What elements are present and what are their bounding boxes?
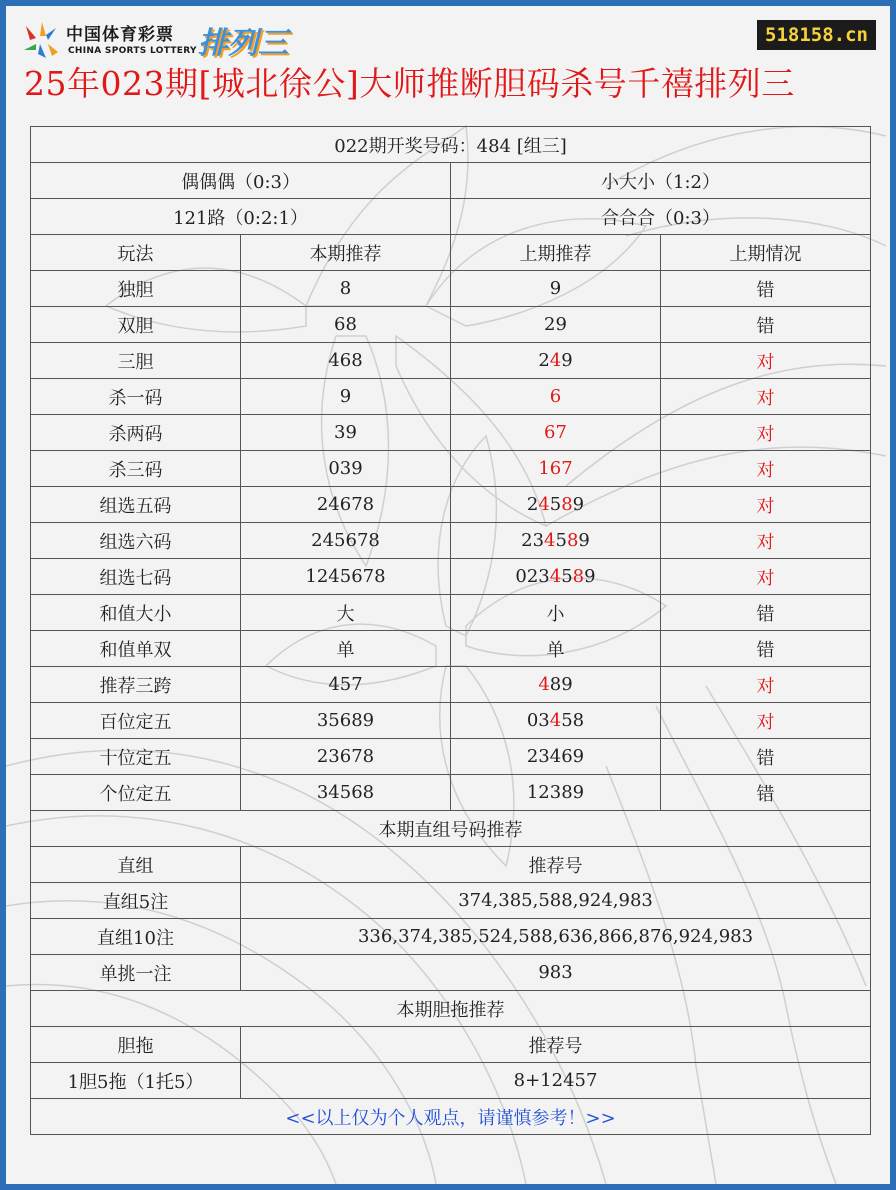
previous-pick (451, 703, 661, 739)
prediction-table (30, 126, 871, 1135)
current-pick: 039 (241, 451, 451, 487)
digits: 58 (561, 710, 585, 731)
play-name: 双胆 (31, 307, 241, 343)
previous-pick (451, 559, 661, 595)
header (6, 6, 890, 116)
current-pick: 大 (241, 595, 451, 631)
section-title: 本期直组号码推荐 (31, 811, 871, 847)
logo-chinese-name: 中国体育彩票 (66, 25, 174, 45)
recommendation-numbers: 336,374,385,524,588,636,866,876,924,983 (241, 919, 871, 955)
prime-ratio: 合合合（0:3） (451, 199, 871, 235)
current-pick: 8 (241, 271, 451, 307)
current-pick: 23678 (241, 739, 451, 775)
previous-result: 对 (661, 487, 871, 523)
hit-digits: 4 (549, 710, 562, 731)
previous-result: 对 (661, 379, 871, 415)
digits: 03 (526, 710, 550, 731)
previous-result: 对 (661, 703, 871, 739)
section-title-row (31, 811, 871, 847)
hit-digits: 4 (544, 530, 556, 551)
current-pick: 457 (241, 667, 451, 703)
section-title: 本期胆拖推荐 (31, 991, 871, 1027)
previous-pick (451, 631, 661, 667)
logo-game-name: 排列三 (198, 26, 288, 61)
digits: 2 (526, 494, 539, 515)
play-row (31, 271, 871, 307)
play-row (31, 343, 871, 379)
previous-result: 错 (661, 595, 871, 631)
column-header-previous: 上期推荐 (451, 235, 661, 271)
play-row (31, 379, 871, 415)
previous-pick (451, 271, 661, 307)
hit-digits: 4 (549, 566, 562, 587)
play-row (31, 775, 871, 811)
section-title-row (31, 991, 871, 1027)
hit-digits: 67 (544, 422, 567, 443)
current-pick: 1245678 (241, 559, 451, 595)
previous-pick (451, 343, 661, 379)
digits: 5 (561, 566, 573, 587)
play-row (31, 523, 871, 559)
play-name: 组选六码 (31, 523, 241, 559)
previous-pick (451, 775, 661, 811)
hit-digits: 4 (538, 674, 550, 695)
play-row (31, 703, 871, 739)
column-header-result: 上期情况 (661, 235, 871, 271)
previous-pick (451, 415, 661, 451)
play-name: 杀一码 (31, 379, 241, 415)
play-name: 和值单双 (31, 631, 241, 667)
size-ratio: 小大小（1:2） (451, 163, 871, 199)
play-row (31, 487, 871, 523)
section-header-row (31, 1027, 871, 1063)
prediction-table-body (31, 127, 871, 1135)
column-header-current: 本期推荐 (241, 235, 451, 271)
play-name: 百位定五 (31, 703, 241, 739)
previous-result: 错 (661, 271, 871, 307)
poster-frame (6, 6, 890, 1184)
hit-digits: 6 (549, 386, 562, 407)
play-row (31, 667, 871, 703)
current-pick: 35689 (241, 703, 451, 739)
section-header-numbers: 推荐号 (241, 1027, 871, 1063)
stats-row (31, 199, 871, 235)
column-header-row (31, 235, 871, 271)
section-header-row (31, 847, 871, 883)
disclaimer-text: <<以上仅为个人观点，请谨慎参考！>> (31, 1099, 871, 1135)
recommendation-type: 单挑一注 (31, 955, 241, 991)
digits: 9 (549, 278, 562, 299)
play-name: 十位定五 (31, 739, 241, 775)
last-draw-info: 022期开奖号码：484 [组三] (31, 127, 871, 163)
digits: 5 (549, 494, 562, 515)
play-row (31, 595, 871, 631)
previous-result: 对 (661, 559, 871, 595)
digits: 29 (544, 314, 567, 335)
column-header-play: 玩法 (31, 235, 241, 271)
digits: 9 (561, 350, 573, 371)
current-pick: 9 (241, 379, 451, 415)
previous-result: 对 (661, 667, 871, 703)
play-row (31, 559, 871, 595)
last-draw-row (31, 127, 871, 163)
previous-result: 对 (661, 523, 871, 559)
current-pick: 34568 (241, 775, 451, 811)
previous-pick (451, 379, 661, 415)
current-pick: 245678 (241, 523, 451, 559)
hit-digits: 4 (549, 350, 562, 371)
recommendation-numbers: 983 (241, 955, 871, 991)
current-pick: 单 (241, 631, 451, 667)
previous-pick (451, 451, 661, 487)
previous-result: 错 (661, 739, 871, 775)
play-name: 组选五码 (31, 487, 241, 523)
play-row (31, 415, 871, 451)
recommendation-type: 直组5注 (31, 883, 241, 919)
recommendation-type: 1胆5拖（1托5） (31, 1063, 241, 1099)
current-pick: 39 (241, 415, 451, 451)
current-pick: 24678 (241, 487, 451, 523)
play-name: 三胆 (31, 343, 241, 379)
digits: 023 (515, 566, 550, 587)
current-pick: 68 (241, 307, 451, 343)
previous-pick (451, 739, 661, 775)
previous-result: 对 (661, 415, 871, 451)
digits: 小 (546, 603, 565, 625)
play-row (31, 631, 871, 667)
hit-digits: 4 (538, 494, 550, 515)
logo-english-name: CHINA SPORTS LOTTERY (68, 46, 197, 56)
play-row (31, 307, 871, 343)
previous-pick (451, 667, 661, 703)
play-row (31, 451, 871, 487)
page-title: 25年023期[城北徐公]大师推断胆码杀号千禧排列三 (24, 64, 795, 103)
recommendation-row (31, 955, 871, 991)
previous-pick (451, 595, 661, 631)
section-header-type: 胆拖 (31, 1027, 241, 1063)
recommendation-numbers: 8+12457 (241, 1063, 871, 1099)
previous-pick (451, 307, 661, 343)
digits: 5 (555, 530, 567, 551)
hit-digits: 8 (561, 494, 573, 515)
digits: 23 (521, 530, 545, 551)
section-header-numbers: 推荐号 (241, 847, 871, 883)
recommendation-type: 直组10注 (31, 919, 241, 955)
digits: 9 (572, 494, 585, 515)
play-row (31, 739, 871, 775)
previous-result: 错 (661, 307, 871, 343)
previous-result: 对 (661, 343, 871, 379)
previous-result: 对 (661, 451, 871, 487)
play-name: 杀三码 (31, 451, 241, 487)
play-name: 推荐三跨 (31, 667, 241, 703)
hit-digits: 8 (566, 530, 579, 551)
recommendation-row (31, 883, 871, 919)
digits: 89 (549, 674, 573, 695)
play-name: 和值大小 (31, 595, 241, 631)
digits: 12389 (526, 782, 585, 803)
previous-result: 错 (661, 631, 871, 667)
lottery-star-icon (20, 20, 62, 60)
footer-row (31, 1099, 871, 1135)
site-badge[interactable]: 518158.cn (757, 20, 876, 50)
previous-result: 错 (661, 775, 871, 811)
recommendation-numbers: 374,385,588,924,983 (241, 883, 871, 919)
previous-pick (451, 523, 661, 559)
stats-row (31, 163, 871, 199)
section-header-type: 直组 (31, 847, 241, 883)
digits: 9 (578, 530, 590, 551)
play-name: 杀两码 (31, 415, 241, 451)
hit-digits: 167 (538, 458, 573, 479)
recommendation-row (31, 919, 871, 955)
recommendation-row (31, 1063, 871, 1099)
digits: 2 (538, 350, 550, 371)
lottery-logo (20, 18, 320, 62)
previous-pick (451, 487, 661, 523)
play-name: 个位定五 (31, 775, 241, 811)
digits: 9 (584, 566, 596, 587)
route-ratio: 121路（0:2:1） (31, 199, 451, 235)
play-name: 独胆 (31, 271, 241, 307)
play-name: 组选七码 (31, 559, 241, 595)
digits: 单 (546, 639, 565, 661)
digits: 23469 (526, 746, 585, 767)
current-pick: 468 (241, 343, 451, 379)
hit-digits: 8 (572, 566, 585, 587)
parity-ratio: 偶偶偶（0:3） (31, 163, 451, 199)
